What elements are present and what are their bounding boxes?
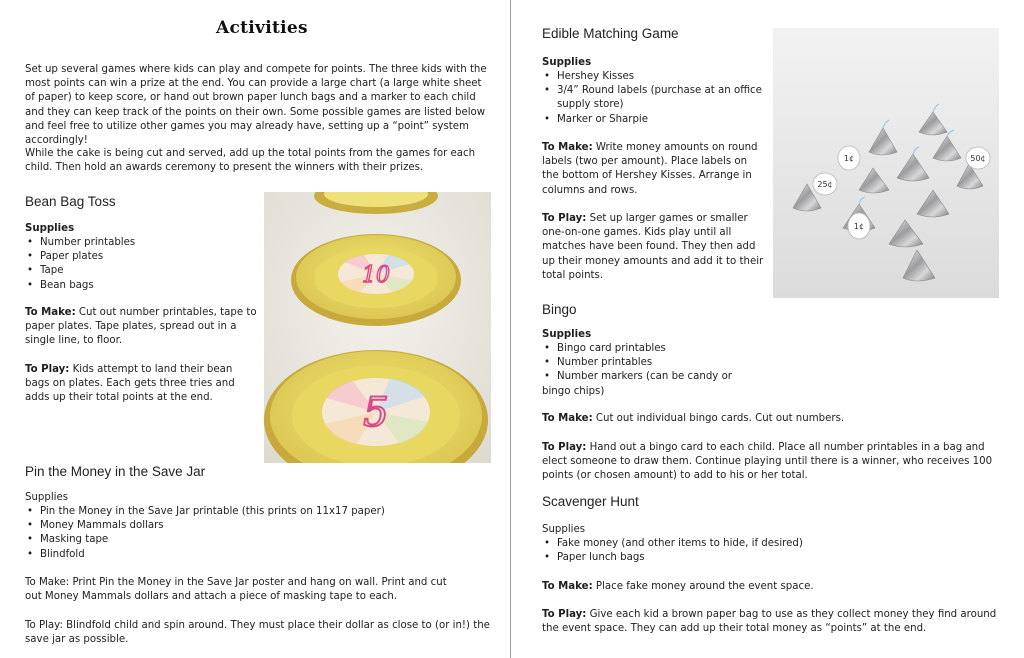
play-label: To Play:: [542, 609, 587, 620]
bean-bag-supplies-list: [25, 236, 255, 293]
play-text: Hand out a bingo card to each child. Place all number printables in a bag and elect someone to draw them. Continue playing until there is a winner, who receives 100 points (or chosen amount) to add to his or her total.: [542, 442, 993, 482]
scavenger-make: [542, 580, 1002, 594]
list-item: • Number markers (can be candy or: [542, 370, 772, 384]
hershey-kisses-photo: [773, 28, 999, 298]
kiss-label-value: 25¢: [817, 180, 833, 189]
list-item: • Pin the Money in the Save Jar printable (this prints on 11x17 paper): [25, 505, 495, 519]
list-item: • Hershey Kisses: [542, 70, 762, 84]
pin-money-play: To Play: Blindfold child and spin around. They must place their dollar as close to (or in!) the save jar as possible.: [25, 620, 490, 646]
intro-paragraph-2: While the cake is being cut and served, add up the total points from the games for each child. Then hold an awards ceremony to present the winners with their prizes.: [25, 148, 476, 174]
make-text: Cut out individual bingo cards. Cut out numbers.: [592, 413, 845, 424]
plate-number-10: 10: [362, 263, 390, 288]
list-item: • Money Mammals dollars: [25, 519, 495, 533]
make-label: To Make:: [542, 413, 593, 424]
play-label: To Play:: [542, 213, 587, 224]
scavenger-play: [542, 608, 1002, 636]
left-page: [0, 0, 510, 658]
play-label: To Play:: [542, 442, 587, 453]
bean-bag-make: [25, 306, 257, 349]
make-label: To Make:: [25, 307, 76, 318]
play-text: Set up larger games or smaller one-on-one games. Kids play until all matches have been found. They then add up their money amounts and add it to their total points.: [542, 213, 764, 281]
bingo-supplies-label: Supplies: [542, 329, 592, 340]
play-label: To Play:: [25, 364, 70, 375]
intro-paragraph: Set up several games where kids can play and compete for points. The three kids with the most points can win a prize at the end. You can provide a large chart (a large white sheet of paper) to keep score, or hand out brown paper lunch bags and a marker to each child and they can keep track of the points on their own. Some possible games are listed below and feel free to utilize other games you may already have, setting up a “point” system accordingly!: [25, 64, 487, 147]
pin-money-supplies-list: [25, 505, 495, 562]
make-text: Write money amounts on round labels (two per amount). Place labels on the bottom of Hershey Kisses. Arrange in columns and rows.: [542, 142, 758, 196]
list-item: • Number printables: [542, 356, 772, 370]
list-item: • Marker or Sharpie: [542, 113, 762, 127]
make-label: To Make:: [542, 142, 593, 153]
bean-bag-heading: Bean Bag Toss: [25, 194, 116, 209]
edible-supplies-label: Supplies: [542, 57, 592, 68]
scavenger-heading: Scavenger Hunt: [542, 494, 639, 509]
list-item: • Fake money (and other items to hide, if desired): [542, 537, 942, 551]
bingo-play: [542, 441, 1002, 484]
bingo-heading: Bingo: [542, 302, 577, 317]
play-text: Give each kid a brown paper bag to use as they collect money they find around the event space. They can add up their total money as “points” at the end.: [542, 609, 997, 635]
plate-number-5: 5: [363, 390, 389, 436]
list-item-continuation: bingo chips): [542, 385, 605, 397]
make-text: Place fake money around the event space.: [592, 581, 814, 592]
pin-money-make: To Make: Print Pin the Money in the Save Jar poster and hang on wall. Print and cut out Money Mammals dollars and attach a piece of masking tape to each.: [25, 577, 447, 603]
list-item: • Bean bags: [25, 279, 255, 293]
pin-money-heading: Pin the Money in the Save Jar: [25, 464, 206, 479]
page-title: Activities: [216, 18, 308, 38]
edible-supplies-list: [542, 70, 762, 127]
list-item: • Paper plates: [25, 250, 255, 264]
list-item: • 3/4” Round labels (purchase at an office supply store): [542, 84, 762, 112]
scavenger-supplies-list: [542, 537, 942, 565]
kiss-label-value: 50¢: [970, 154, 986, 163]
scavenger-supplies-label: Supplies: [542, 524, 586, 535]
edible-heading: Edible Matching Game: [542, 26, 679, 41]
list-item: • Paper lunch bags: [542, 551, 942, 565]
play-text: Kids attempt to land their bean bags on plates. Each gets three tries and adds up their total points at the end.: [25, 364, 235, 404]
page-divider: [510, 0, 511, 658]
make-label: To Make:: [542, 581, 593, 592]
list-item: • Masking tape: [25, 533, 495, 547]
edible-play: [542, 212, 767, 283]
list-item: • Number printables: [25, 236, 255, 250]
list-item: • Blindfold: [25, 548, 495, 562]
bean-bag-supplies-label: Supplies: [25, 223, 75, 234]
list-item: • Bingo card printables: [542, 342, 772, 356]
make-text: Cut out number printables, tape to paper plates. Tape plates, spread out in a single line, to floor.: [25, 307, 257, 347]
bingo-make: [542, 412, 1002, 426]
bean-bag-play: [25, 363, 257, 406]
list-item: • Tape: [25, 264, 255, 278]
pin-money-supplies-label: Supplies: [25, 492, 69, 503]
right-page: [512, 0, 1024, 658]
edible-make: [542, 141, 767, 198]
bingo-supplies-list: [542, 342, 772, 399]
kiss-label-value: 1¢: [853, 222, 865, 231]
kiss-label-value: 1¢: [843, 154, 855, 163]
bean-bag-plates-photo: [264, 192, 491, 463]
